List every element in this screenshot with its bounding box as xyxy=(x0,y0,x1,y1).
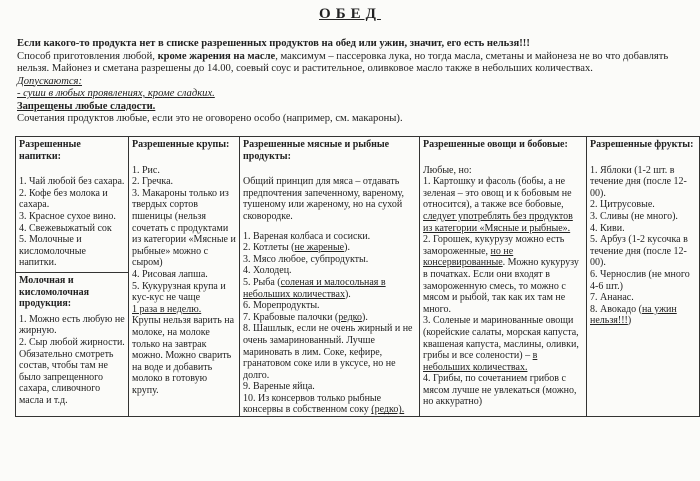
list-item: 4. Рисовая лапша. xyxy=(132,268,208,280)
list-item: 4. Холодец. xyxy=(243,265,292,277)
main-rule: Если какого-то продукта нет в списке разрешенных продуктов на обед или ужин, значит, его есть нельзя!!! xyxy=(17,38,530,49)
list-item: 1. Можно есть любую не жирную. xyxy=(19,313,125,337)
list-item: 1. Яблоки (1-2 шт. в течение дня (после 12-00). xyxy=(590,164,687,199)
list-item: 7. Крабовые палочки (редко). xyxy=(243,311,368,323)
sweets-rule: Запрещены любые сладости. xyxy=(17,100,156,112)
veg-lead: Любые, но: xyxy=(423,164,472,176)
list-item: 3. Мясо любое, субпродукты. xyxy=(243,253,369,265)
list-item: 1. Картошку и фасоль (бобы, а не зеленая – это овощ и к бобовым не относится), а также все бобовые, следует употреблять без продуктов из категории «Мясные и рыбные». xyxy=(423,176,573,234)
list-item: 5. Молочные и кисломолочные напитки. xyxy=(19,234,86,269)
food-table xyxy=(15,136,700,417)
combos-rule: Сочетания продуктов любые, если это не оговорено особо (например, см. макароны). xyxy=(17,113,403,124)
list-item: 2. Гречка. xyxy=(132,176,174,188)
grains-note: Крупы нельзя варить на молоке, на молоке только на завтрак можно. Можно сварить на воде и добавить молоко в готовую крупу. xyxy=(132,315,235,396)
list-item: 1. Рис. xyxy=(132,164,160,176)
allowed-label: Допускаются: xyxy=(17,75,83,87)
grains-header: Разрешенные крупы: xyxy=(132,139,230,150)
list-item: 8. Шашлык, если не очень жирный и не очень замаринованный. Лучше мариновать в лим. Соке, кефире, гранатовом соке или в уксусе, но не долго. xyxy=(243,323,413,381)
intro-block xyxy=(17,38,693,126)
list-item: 2. Сыр любой жирности. xyxy=(19,336,125,348)
fruits-header: Разрешенные фрукты: xyxy=(590,139,694,150)
list-item: 3. Красное сухое вино. xyxy=(19,210,116,222)
list-item: 1. Вареная колбаса и сосиски. xyxy=(243,230,371,242)
col-grains xyxy=(129,137,240,417)
list-item: Обязательно смотреть состав, чтобы там не было запрещенного сахара, сливочного масла и т.д. xyxy=(19,348,114,406)
page-title: ОБЕД xyxy=(319,6,381,22)
meat-header: Разрешенные мясные и рыбные продукты: xyxy=(243,139,390,162)
list-item: 3. Сливы (не много). xyxy=(590,210,678,222)
list-item: 8. Авокадо (на ужин нельзя!!!) xyxy=(590,303,677,327)
col-meat xyxy=(240,137,420,417)
list-item: 4. Свежевыжатый сок xyxy=(19,222,112,234)
cooking-rule: Способ приготовления любой, кроме жарения на масле, максимум – пассеровка лука, но тогда масла, сметаны и майонеза не во что добавлять нельзя. Майонез и сметана разрешены до 14.00, соевый соус и растительное, оливковое масло также в небольших количествах. xyxy=(17,50,669,74)
list-item: 3. Макароны только из твердых сортов пшеницы (нельзя сочетать с продуктами из категории «Мясные и рыбные» можно с сыром) xyxy=(132,187,236,269)
list-item: 2. Горошек, кукурузу можно есть замороженные, но не консервированные. Можно кукурузу в початках. Если они входят в замороженную смесь, то можно с мясом и рыбой, так как их там не много. xyxy=(423,234,579,315)
drinks-header: Разрешенные напитки: xyxy=(19,139,81,162)
col-fruits xyxy=(587,137,700,417)
col-veg xyxy=(420,137,587,417)
dairy-header: Молочная и кисломолочная продукция: xyxy=(16,272,128,310)
veg-header: Разрешенные овощи и бобовые: xyxy=(423,139,568,150)
list-item: 4. Киви. xyxy=(590,222,625,234)
list-item: 6. Чернослив (не много 4-6 шт.) xyxy=(590,268,690,292)
list-item: 5. Кукурузная крупа и кус-кус не чаще xyxy=(132,280,226,304)
list-item: 2. Кофе без молока и сахара. xyxy=(19,187,108,211)
meat-intro: Общий принцип для мяса – отдавать предпочтения запеченному, вареному, тушеному или жареному, но на сухой сковородке. xyxy=(243,176,405,222)
col-drinks xyxy=(16,137,129,417)
list-item: 6. Морепродукты. xyxy=(243,300,320,312)
list-item: 5. Арбуз (1-2 кусочка в течение дня (после 12-00). xyxy=(590,234,688,269)
list-item: 3. Соленые и маринованные овощи (корейские салаты, морская капуста, квашеная капуста, маслины, оливки, грибы и все солености) – в небольших количествах. xyxy=(423,315,579,373)
list-item: 1. Чай любой без сахара. xyxy=(19,176,125,188)
list-item: 5. Рыба (соленая и малосольная в небольших количествах). xyxy=(243,276,386,300)
allowed-item: - суши в любых проявлениях, кроме сладких. xyxy=(17,88,215,99)
list-item: 4. Грибы, по сочетанием грибов с мясом лучше не увлекаться (можно, но аккуратно) xyxy=(423,373,577,408)
list-item: 2. Цитрусовые. xyxy=(590,199,655,211)
list-item: 7. Ананас. xyxy=(590,292,634,304)
list-item: 1 раза в неделю. xyxy=(132,303,202,315)
list-item: 2. Котлеты (не жареные). xyxy=(243,242,350,254)
list-item: 10. Из консервов только рыбные консервы в собственном соку (редко). xyxy=(243,392,405,416)
list-item: 9. Вареные яйца. xyxy=(243,381,315,393)
